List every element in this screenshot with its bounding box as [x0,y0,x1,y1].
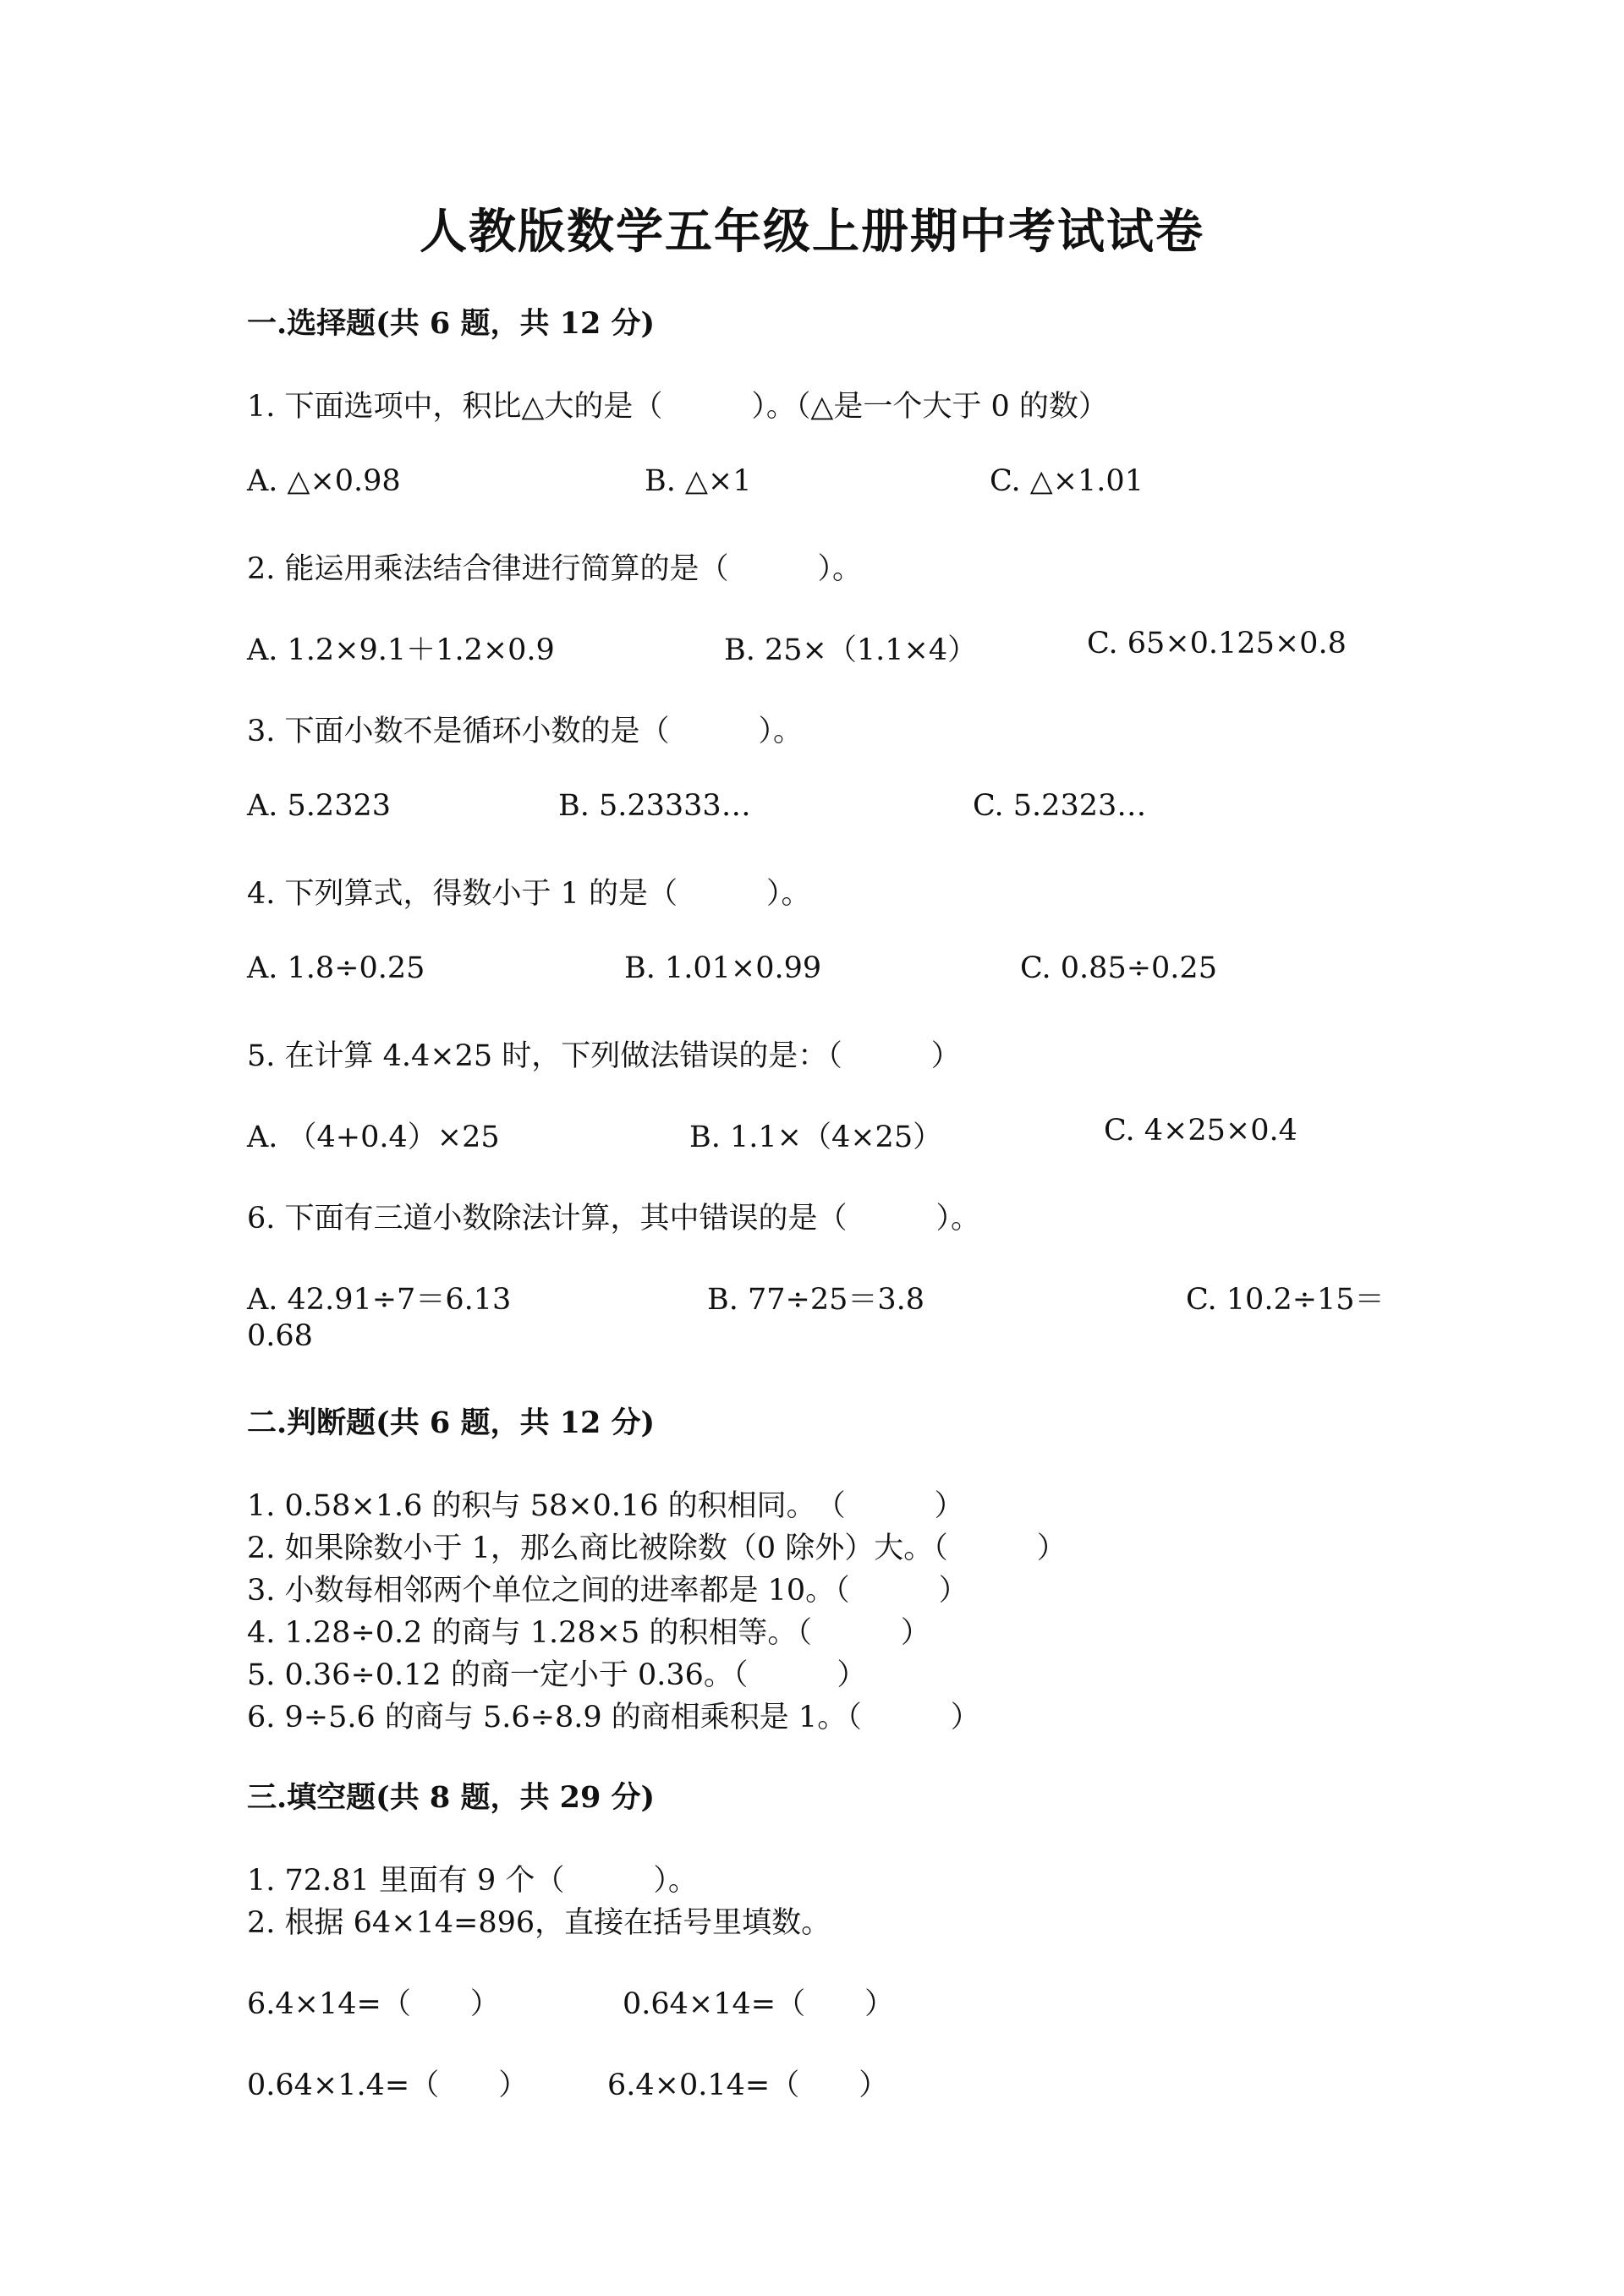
fill-item: 2. 根据 64×14=896，直接在括号里填数。 [247,1906,831,1940]
option-c: C. 4×25×0.4 [1104,1114,1298,1148]
option-a: A. △×0.98 [247,464,401,498]
option-a: A. 42.91÷7＝6.13 [247,1283,512,1317]
fill-expression: 0.64×1.4=（ ） [247,2069,529,2102]
question-text: 2. 能运用乘法结合律进行简算的是（ ）。 [247,552,863,586]
option-c: C. 10.2÷15＝ [1186,1283,1385,1317]
option-a: A. （4+0.4）×25 [247,1121,500,1154]
judgement-item: 3. 小数每相邻两个单位之间的进率都是 10。（ ） [247,1574,968,1608]
option-b: B. 1.01×0.99 [624,951,822,985]
option-a: A. 1.2×9.1＋1.2×0.9 [247,633,555,667]
question-text: 6. 下面有三道小数除法计算，其中错误的是（ ）。 [247,1202,981,1236]
question-text: 1. 下面选项中，积比△大的是（ ）。（△是一个大于 0 的数） [247,390,1108,424]
option-b: B. 25×（1.1×4） [724,633,978,667]
option-b: B. 5.23333… [558,789,751,823]
option-c: C. 5.2323… [973,789,1147,823]
option-b: B. 77÷25＝3.8 [707,1283,925,1317]
option-a: A. 1.8÷0.25 [247,951,425,985]
option-c-continuation: 0.68 [247,1319,313,1353]
section-heading-choice: 一.选择题(共 6 题，共 12 分) [247,306,656,341]
judgement-item: 2. 如果除数小于 1，那么商比被除数（0 除外）大。（ ） [247,1532,1067,1565]
option-b: B. △×1 [645,464,752,498]
judgement-item: 5. 0.36÷0.12 的商一定小于 0.36。（ ） [247,1658,867,1692]
fill-item: 1. 72.81 里面有 9 个（ ）。 [247,1864,698,1898]
option-c: C. △×1.01 [990,464,1144,498]
judgement-item: 6. 9÷5.6 的商与 5.6÷8.9 的商相乘积是 1。（ ） [247,1701,980,1734]
section-heading-judgement: 二.判断题(共 6 题，共 12 分) [247,1406,656,1440]
question-text: 5. 在计算 4.4×25 时，下列做法错误的是：（ ） [247,1039,961,1073]
page-title: 人教版数学五年级上册期中考试试卷 [420,204,1204,260]
question-text: 3. 下面小数不是循环小数的是（ ）。 [247,715,804,748]
question-text: 4. 下列算式，得数小于 1 的是（ ）。 [247,877,811,911]
section-heading-fill-blank: 三.填空题(共 8 题，共 29 分) [247,1780,656,1815]
judgement-item: 1. 0.58×1.6 的积与 58×0.16 的积相同。 （ ） [247,1489,964,1523]
option-c: C. 0.85÷0.25 [1020,951,1217,985]
option-b: B. 1.1×（4×25） [689,1121,943,1154]
option-c: C. 65×0.125×0.8 [1087,627,1347,660]
fill-expression: 6.4×14=（ ） [247,1987,500,2021]
fill-expression: 6.4×0.14=（ ） [607,2069,889,2102]
option-a: A. 5.2323 [247,789,391,823]
judgement-item: 4. 1.28÷0.2 的商与 1.28×5 的积相等。（ ） [247,1616,930,1650]
fill-expression: 0.64×14=（ ） [623,1987,895,2021]
